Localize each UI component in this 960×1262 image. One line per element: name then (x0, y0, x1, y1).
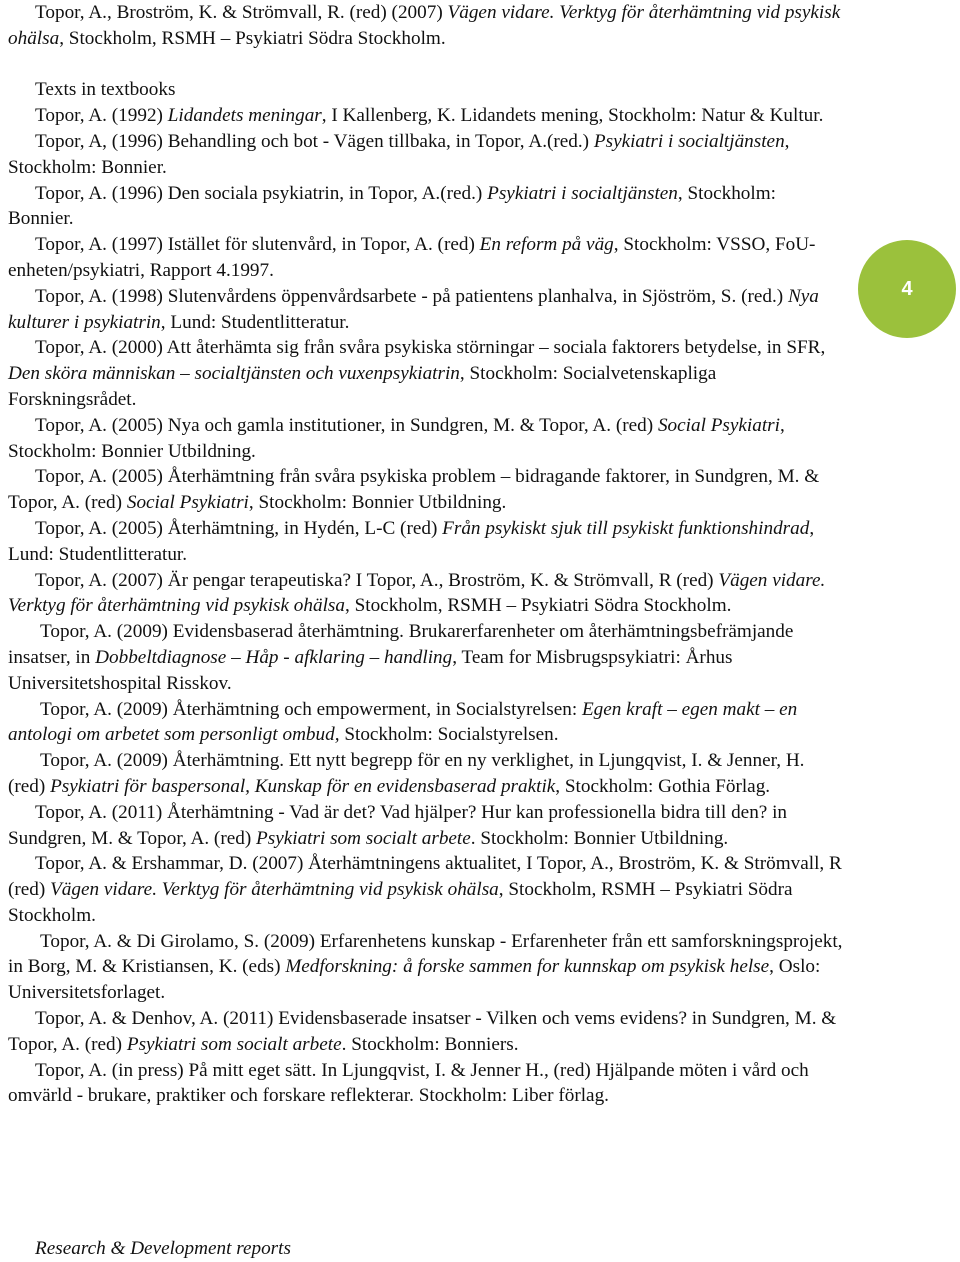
reference-entry (8, 619, 846, 696)
reference-text: Topor, A. (2009) Återhämtning. Ett nytt begrepp för en ny verklighet, in Ljungqvist, I. & Jenner, H. (red) (8, 750, 805, 797)
reference-text: Topor, A. (2009) Återhämtning och empowerment, in Socialstyrelsen: (40, 698, 582, 720)
reference-text: Topor, A. (1996) Den sociala psykiatrin, in Topor, A.(red.) (35, 182, 488, 204)
reference-title: Social Psykiatri (657, 414, 780, 436)
reference-entry (8, 103, 846, 129)
reference-text: Topor, A. (2005) Återhämtning, in Hydén, L-C (red) (35, 517, 443, 539)
reference-title: Psykiatri som socialt arbete (256, 827, 471, 849)
reference-entry (8, 464, 846, 516)
reference-entry (8, 929, 846, 1006)
reference-text: Topor, A, (1996) Behandling och bot - Vägen tillbaka, in Topor, A.(red.) (35, 130, 594, 152)
reference-title: Vägen vidare. Verktyg för återhämtning vid psykisk ohälsa (8, 569, 826, 617)
reference-text: , Stockholm: Bonnier. (8, 130, 790, 178)
reference-text: , I Kallenberg, K. Lidandets mening, Stockholm: Natur & Kultur. (321, 105, 824, 127)
reference-text: Topor, A. (2005) Nya och gamla institutioner, in Sundgren, M. & Topor, A. (red) (35, 414, 658, 436)
reference-text: , Stockholm, RSMH – Psykiatri Södra Stockholm. (59, 27, 446, 49)
reference-text: Topor, A. & Denhov, A. (2011) Evidensbaserade insatser - Vilken och vems evidens? in Sundgren, M. & Topor, A. (red) (8, 1008, 837, 1055)
reference-text: , Lund: Studentlitteratur. (160, 311, 350, 333)
reference-entry (8, 0, 846, 52)
reference-text: , Stockholm: VSSO, FoU-enheten/psykiatri, Rapport 4.1997. (8, 234, 816, 281)
reference-title: Psykiatri i socialtjänsten (593, 130, 785, 152)
reference-text: , Stockholm, RSMH – Psykiatri Södra Stockholm. (344, 595, 732, 617)
reference-title: Medforskning: å forske sammen for kunnskap om psykisk helse (285, 956, 770, 978)
spacer (8, 52, 846, 78)
reference-title: En reform på väg (479, 234, 614, 256)
reference-title: Nya kulturer i psykiatrin (8, 285, 819, 333)
reference-text: Topor, A. (2000) Att återhämta sig från svåra psykiska störningar – sociala faktorers betydelse, in SFR, (35, 337, 826, 359)
reference-entry (8, 413, 846, 465)
reference-title: Psykiatri för baspersonal, Kunskap för en evidensbaserad praktik (50, 775, 556, 797)
reference-title: Egen kraft – egen makt – en antologi om arbetet som personligt ombud, (8, 698, 798, 746)
reference-entry (8, 851, 846, 928)
reference-title: Psykiatri som socialt arbete (126, 1033, 342, 1055)
reference-entry (8, 129, 846, 181)
reference-text: , Stockholm: Gothia Förlag. (555, 775, 771, 797)
reference-text: Topor, A. (1997) Istället för slutenvård, in Topor, A. (red) (35, 234, 480, 256)
reference-entry (8, 1006, 846, 1058)
reference-text: Stockholm: Socialstyrelsen. (339, 724, 559, 746)
reference-text: , Stockholm: Socialvetenskapliga Forskningsrådet. (8, 363, 717, 410)
reference-text: Topor, A. (2007) Är pengar terapeutiska? I Topor, A., Broström, K. & Strömvall, R (red) (35, 569, 719, 591)
reference-text: , Stockholm: Bonnier. (8, 182, 776, 230)
reference-entry (8, 800, 846, 852)
reference-entry (8, 748, 846, 800)
reference-title: Psykiatri i socialtjänsten (487, 182, 678, 204)
reference-entry (8, 335, 846, 412)
reference-entry (8, 697, 846, 749)
reference-entry (8, 516, 846, 568)
reference-text: , Stockholm: Bonnier Utbildning. (248, 492, 507, 514)
section-heading-research-reports: Research & Development reports (35, 1238, 291, 1259)
reference-title: Lidandets meningar (167, 105, 322, 127)
reference-title: Vägen vidare. Verktyg för återhämtning vid psykisk ohälsa (50, 879, 499, 901)
reference-text: Topor, A. & Di Girolamo, S. (2009) Erfarenhetens kunskap - Erfarenheter från ett samforskningsprojekt, in Borg, M. & Kristiansen, K. (eds) (8, 930, 843, 978)
page-number-badge: 4 (858, 240, 956, 338)
reference-title: Vägen vidare. Verktyg för återhämtning vid psykisk ohälsa (8, 2, 841, 49)
reference-entry (8, 1058, 846, 1110)
reference-title: Social Psykiatri (126, 492, 249, 514)
reference-list-textbooks (8, 103, 846, 1109)
document-body (8, 0, 846, 1109)
reference-entry (8, 232, 846, 284)
reference-title: Från psykiskt sjuk till psykiskt funktionshindrad (442, 517, 810, 539)
reference-entry (8, 568, 846, 620)
reference-text: , Team for Misbrugspsykiatri: Århus Universitetshospital Risskov. (8, 646, 733, 694)
reference-title: Dobbeltdiagnose – Håp - afklaring – handling (95, 646, 453, 668)
reference-text: Topor, A. (1992) (35, 105, 168, 127)
reference-text: , Stockholm: Bonnier Utbildning. (8, 414, 785, 462)
reference-text: Topor, A. & Ershammar, D. (2007) Återhämtningens aktualitet, I Topor, A., Broström, K. & Strömvall, R (red) (8, 853, 842, 901)
reference-text: , Lund: Studentlitteratur. (8, 517, 815, 565)
reference-text: Topor, A. (1998) Slutenvårdens öppenvårdsarbete - på patientens planhalva, in Sjöström, S. (red.) (35, 285, 788, 307)
reference-text: Topor, A. (2009) Evidensbaserad återhämtning. Brukarerfarenheter om återhämtningsbefrämjande insatser, in (8, 621, 794, 668)
reference-title: Den sköra människan – socialtjänsten och vuxenpsykiatrin (8, 363, 460, 385)
reference-text: , Oslo: Universitetsforlaget. (8, 956, 821, 1004)
reference-text: Topor, A. (2005) Återhämtning från svåra psykiska problem – bidragande faktorer, in Sundgren, M. & Topor, A. (red) (8, 466, 820, 514)
reference-entry (8, 284, 846, 336)
reference-text: Topor, A. (in press) På mitt eget sätt. In Ljungqvist, I. & Jenner H., (red) Hjälpande möten i vård och omvärld - brukare, praktiker och forskare reflekterar. Stockholm: Liber förlag. (8, 1059, 809, 1107)
reference-text: , Stockholm, RSMH – Psykiatri Södra Stockholm. (8, 879, 793, 926)
section-heading-textbooks: Texts in textbooks (35, 79, 176, 101)
reference-group-top (8, 0, 846, 52)
reference-entry (8, 181, 846, 233)
reference-text: . Stockholm: Bonniers. (341, 1033, 519, 1055)
reference-text: . Stockholm: Bonnier Utbildning. (470, 827, 729, 849)
reference-text: Topor, A. (2011) Återhämtning - Vad är det? Vad hjälper? Hur kan professionella bidra till den? in Sundgren, M. & Topor, A. (red) (8, 801, 788, 849)
reference-text: Topor, A., Broström, K. & Strömvall, R. (red) (2007) (35, 2, 448, 23)
